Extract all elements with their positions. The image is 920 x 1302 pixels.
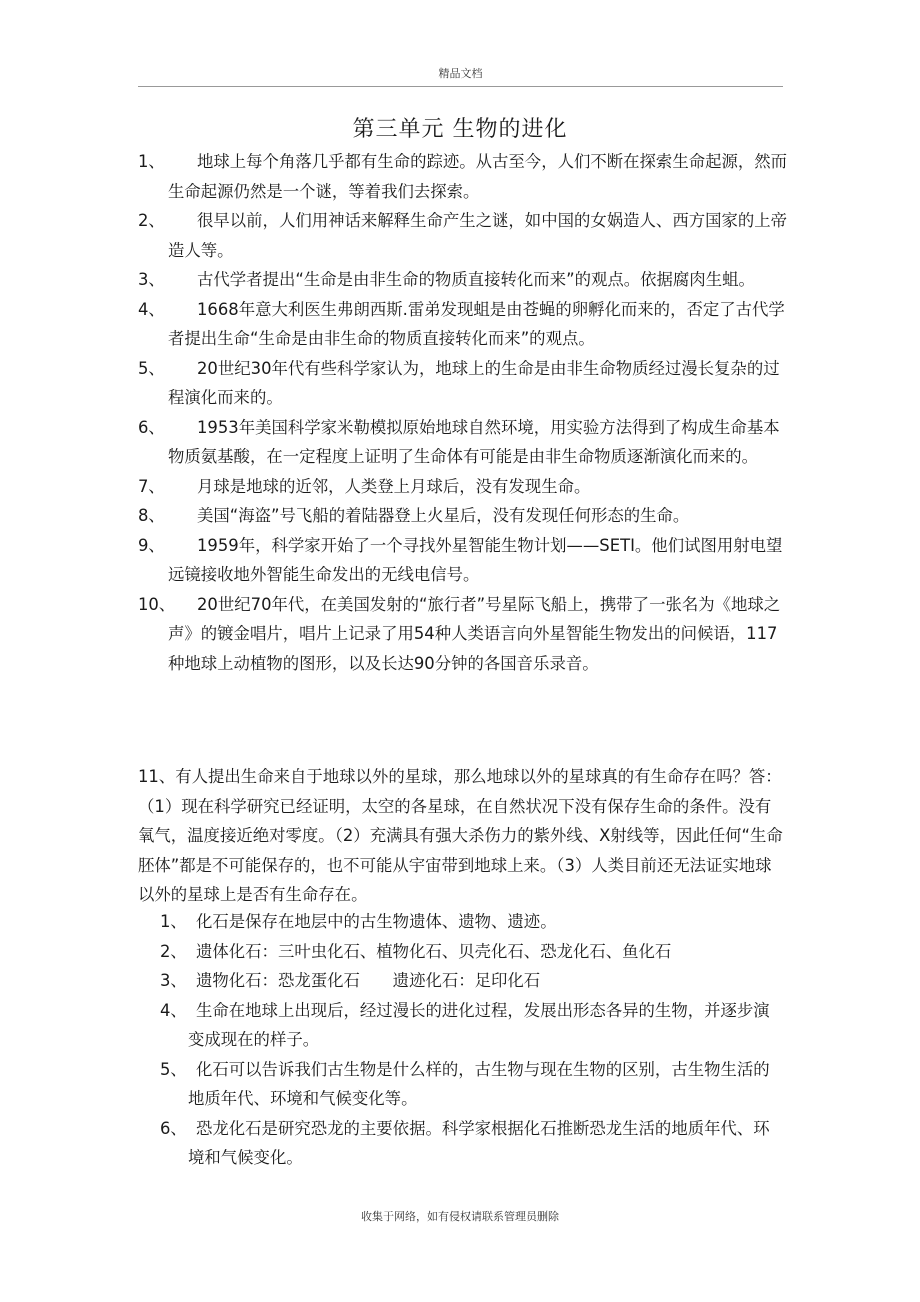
list-item [138,501,788,531]
item-number: 3、 [138,270,165,289]
item-text: 很早以前，人们用神话来解释生命产生之谜，如中国的女娲造人、西方国家的上帝造人等。 [168,211,788,260]
fossil-list [160,907,785,1173]
list-item [138,147,788,206]
list-item [138,531,788,590]
item-number: 2、 [160,941,187,961]
item-text: 化石是保存在地层中的古生物遗体、遗物、遗迹。 [196,912,557,931]
item-number: 1、 [138,152,165,171]
item-number: 7、 [138,476,165,496]
list-item [160,937,785,967]
page-header: 精品文档 [138,65,783,87]
item-number: 6、 [160,1118,187,1138]
item-number: 10、 [138,594,176,614]
item-number: 6、 [138,417,165,437]
item-text: 1668年意大利医生弗朗西斯.雷弟发现蛆是由苍蝇的卵孵化而来的，否定了古代学者提出生命“生命是由非生命的物质直接转化而来”的观点。 [168,299,785,348]
paragraph-11: 11、有人提出生命来自于地球以外的星球，那么地球以外的星球真的有生命存在吗？答：（1）现在科学研究已经证明，太空的各星球，在自然状况下没有保存生命的条件。没有氧气，温度接近绝对零度。（2）充满具有强大杀伤力的紫外线、X射线等，因此任何“生命胚体”都是不可能保存的，也不可能从宇宙带到地球上来。（3）人类目前还无法证实地球以外的星球上是否有生命存在。 [138,767,783,904]
item-number: 1、 [160,912,187,931]
item-text: 地球上每个角落几乎都有生命的踪迹。从古至今，人们不断在探索生命起源，然而生命起源仍然是一个谜，等着我们去探索。 [168,152,788,201]
item-number: 4、 [160,1000,187,1020]
list-item [138,472,788,502]
list-item [160,907,785,937]
list-item [138,265,788,295]
item-number: 5、 [138,358,165,378]
list-item [160,966,785,996]
item-text: 遗物化石：恐龙蛋化石 遗迹化石：足印化石 [196,971,541,990]
list-item [138,413,788,472]
item-text: 美国“海盗”号飞船的着陆器登上火星后，没有发现任何形态的生命。 [197,506,690,525]
page-title: 第三单元 生物的进化 [352,117,568,142]
main-list [138,147,788,678]
list-item [160,996,785,1055]
list-item [160,1055,785,1114]
item-text: 遗体化石：三叶虫化石、植物化石、贝壳化石、恐龙化石、鱼化石 [196,941,672,961]
list-item [138,295,788,354]
list-item [160,1114,785,1173]
item-text: 1959年，科学家开始了一个寻找外星智能生物计划——SETI。他们试图用射电望远镜接收地外智能生命发出的无线电信号。 [168,535,783,584]
item-number: 4、 [138,299,165,319]
item-text: 20世纪70年代，在美国发射的“旅行者”号星际飞船上，携带了一张名为《地球之声》的镀金唱片，唱片上记录了用54种人类语言向外星智能生物发出的问候语，117种地球上动植物的图形，以及长达90分钟的各国音乐录音。 [168,594,781,673]
item-text: 古代学者提出“生命是由非生命的物质直接转化而来”的观点。依据腐肉生蛆。 [197,270,755,289]
list-item [138,206,788,265]
item-number: 8、 [138,506,165,525]
item-text: 月球是地球的近邻，人类登上月球后，没有发现生命。 [197,476,591,496]
item-number: 5、 [160,1059,187,1079]
item-text: 生命在地球上出现后，经过漫长的进化过程，发展出形态各异的生物，并逐步演变成现在的样子。 [188,1000,770,1049]
item-text: 1953年美国科学家米勒模拟原始地球自然环境，用实验方法得到了构成生命基本物质氨基酸，在一定程度上证明了生命体有可能是由非生命物质逐渐演化而来的。 [168,417,780,466]
item-text: 恐龙化石是研究恐龙的主要依据。科学家根据化石推断恐龙生活的地质年代、环境和气候变化。 [188,1118,770,1167]
item-number: 9、 [138,535,165,555]
page-footer: 收集于网络，如有侵权请联系管理员删除 [361,1210,559,1223]
item-text: 化石可以告诉我们古生物是什么样的，古生物与现在生物的区别，古生物生活的地质年代、环境和气候变化等。 [188,1059,770,1108]
list-item [138,590,788,679]
item-number: 3、 [160,971,187,990]
item-text: 20世纪30年代有些科学家认为，地球上的生命是由非生命物质经过漫长复杂的过程演化而来的。 [168,358,780,407]
list-item [138,354,788,413]
item-number: 2、 [138,211,165,230]
